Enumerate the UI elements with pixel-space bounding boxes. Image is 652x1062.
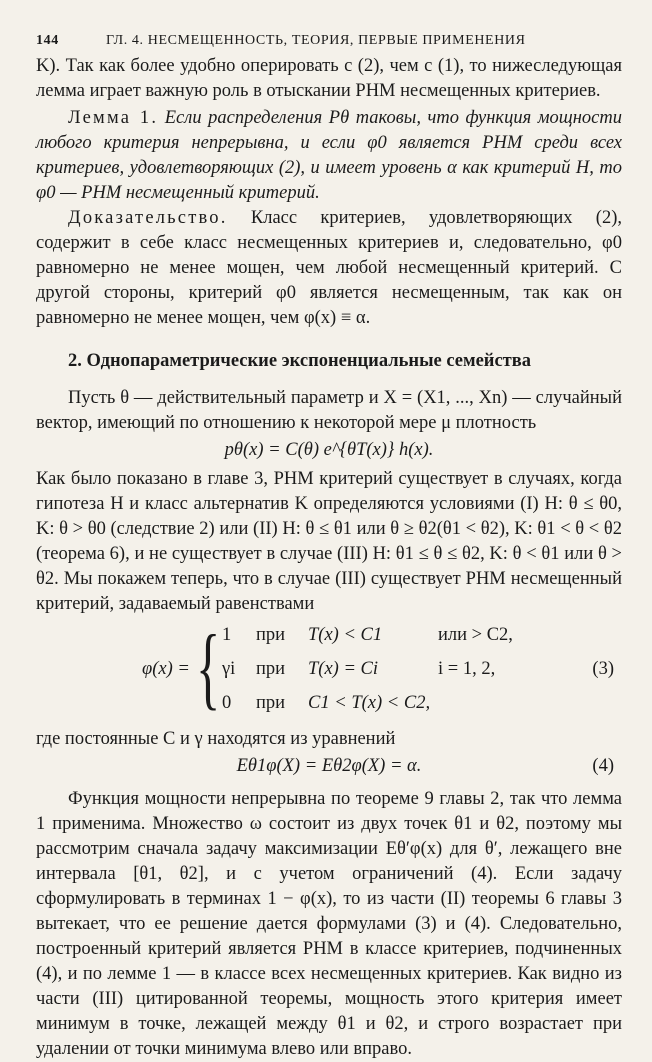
equation-number: (4): [592, 756, 614, 776]
paragraph-constants: где постоянные C и γ находятся из уравнений: [36, 729, 396, 749]
paragraph-cases: Как было показано в главе 3, РНМ критерий существует в случаях, когда гипотеза H и класс альтернатив K определяются условиями (I) H: θ ≤ θ0, K: θ > θ0 (следствие 2) или (II) H: θ ≤ θ1 или θ ≥ θ2(θ1 < θ2), K: θ1 < θ < θ2 (теорема 6), и не существует в случае (III) H: θ1 ≤ θ ≤ θ2, K: θ < θ1 или θ > θ2. Мы покажем теперь, что в случае (III) существует РНМ несмещенный критерий, задаваемый равенствами: [36, 469, 622, 614]
section-title: 2. Однопараметрические экспоненциальные семейства: [68, 351, 532, 371]
case-row: 0 при C1 < T(x) < C2,: [222, 693, 431, 713]
equation-4-text: Eθ1φ(X) = Eθ2φ(X) = α.: [236, 756, 422, 776]
lemma-label: Лемма 1.: [68, 108, 159, 128]
proof: [36, 206, 622, 331]
phi-definition: [36, 616, 622, 719]
paragraph-intro: K). Так как более удобно оперировать с (2), чем с (1), то нижеследующая лемма играет важную роль в отыскании РНМ несмещенных критериев.: [36, 56, 622, 101]
density-equation: pθ(x) = C(θ) e^{θT(x)} h(x).: [224, 440, 434, 460]
book-page: [36, 28, 622, 1062]
paragraph-setup: Пусть θ — действительный параметр и X = (X1, ..., Xn) — случайный вектор, имеющий по отношению к некоторой мере μ плотность: [36, 388, 622, 433]
lemma-text: Если распределения Pθ таковы, что функция мощности любого критерия непрерывна, и если φ0 является РНМ среди всех критериев, удовлетворяющих (2), и имеет уровень α как критерий H, то φ0 — РНМ несмещенный критерий.: [36, 108, 623, 203]
chapter-title: ГЛ. 4. НЕСМЕЩЕННОСТЬ, ТЕОРИЯ, ПЕРВЫЕ ПРИМЕНЕНИЯ: [106, 33, 526, 48]
paragraph-final: Функция мощности непрерывна по теореме 9 главы 2, так что лемма 1 применима. Множество ω состоит из двух точек θ1 и θ2, поэтому мы рассмотрим сначала задачу максимизации Eθ′φ(x) для θ′, лежащего вне интервала [θ1, θ2], и с учетом ограничений (4). Если задачу сформулировать в терминах 1 − φ(x), то из части (II) теоремы 6 главы 3 вытекает, что ее решение дается формулами (3) и (4). Следовательно, построенный критерий является РНМ в классе критериев, подчиненных (4), и по лемме 1 — в классе всех несмещенных критериев. Как видно из части (III) цитированной теоремы, мощность этого критерия имеет минимум в точке, лежащей между θ1 и θ2, и строго возрастает при удалении от точки минимума влево или вправо.: [36, 789, 622, 1059]
case-row: 1 при T(x) < C1 или > C2,: [222, 625, 513, 645]
equation-number: (3): [592, 659, 614, 679]
running-head: [36, 28, 622, 54]
proof-label: Доказательство.: [68, 208, 228, 228]
lemma-1: [36, 106, 622, 206]
equation-4: [36, 754, 622, 779]
left-brace: {: [196, 616, 221, 718]
proof-text: Класс критериев, удовлетворяющих (2), содержит в себе класс несмещенных критериев и, следовательно, φ0 равномерно не менее мощен, чем любой несмещенный критерий. С другой стороны, критерий φ0 является несмещенным, так как он равномерно не менее мощен, чем φ(x) ≡ α.: [36, 208, 622, 328]
phi-lhs: φ(x) =: [142, 659, 190, 679]
case-row: γi при T(x) = Ci i = 1, 2,: [222, 659, 496, 679]
page-number: 144: [36, 33, 59, 48]
